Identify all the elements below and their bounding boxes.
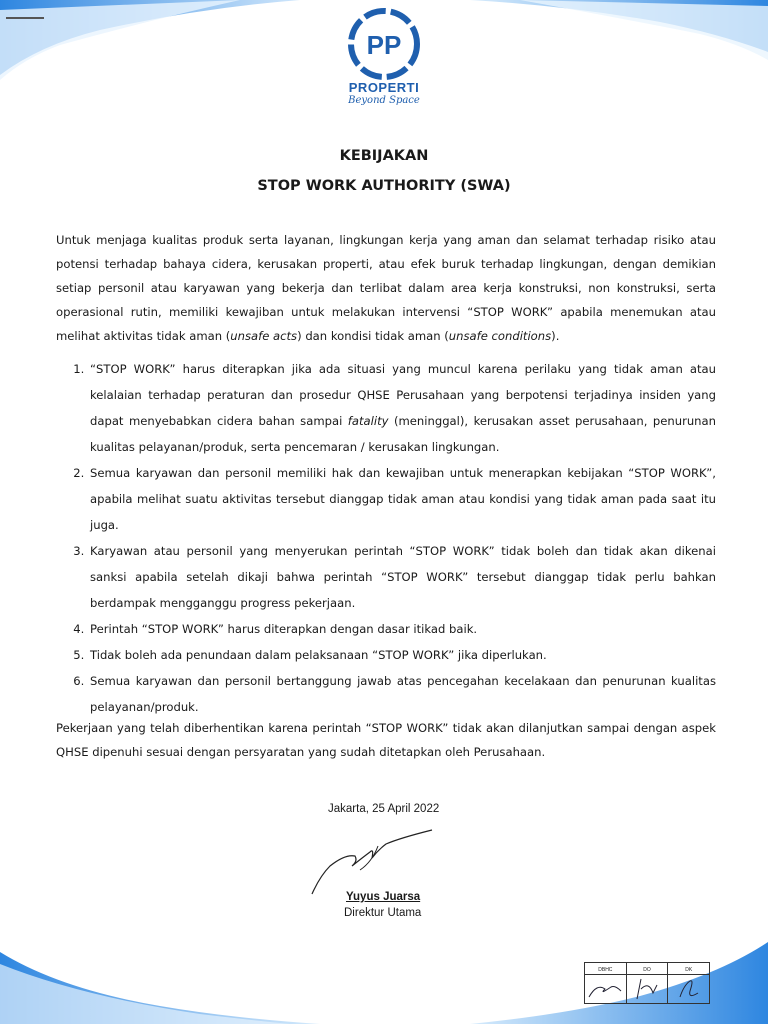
svg-text:PP: PP	[366, 30, 402, 60]
pp-logo-icon	[341, 4, 427, 82]
initial-icon	[668, 975, 708, 1001]
signatory-name: Yuyus Juarsa	[346, 891, 421, 903]
logo-name: PROPERTI	[348, 80, 420, 95]
company-logo	[0, 4, 768, 106]
signature-icon	[300, 826, 440, 896]
list-item: 1. “STOP WORK” harus diterapkan jika ada situasi yang muncul karena perilaku yang tidak aman atau kelalaian terhadap peraturan dan prosedur QHSE Perusahaan yang berpotensi terjadinya insiden yang dapat menyebabkan cidera bahan sampai fatality (meninggal), kerusakan asset perusahaan, penurunan kualitas pelayanan/produk, serta pencemaran / kerusakan lingkungan.	[88, 356, 716, 460]
policy-list	[56, 356, 716, 720]
list-item: 6. Semua karyawan dan personil bertanggung jawab atas pencegahan kecelakaan dan penurunan kualitas pelayanan/produk.	[88, 668, 716, 720]
initial-icon	[627, 975, 667, 1001]
place-date: Jakarta, 25 April 2022	[328, 803, 440, 815]
list-item: 2. Semua karyawan dan personil memiliki hak dan kewajiban untuk menerapkan kebijakan “STOP WORK”, apabila melihat suatu aktivitas tersebut dianggap tidak aman atau kondisi yang tidak aman pada saat itu juga.	[88, 460, 716, 538]
logo-tagline: Beyond Space	[348, 95, 420, 106]
approval-stamp	[584, 962, 710, 1004]
stamp-cell: DBHC	[585, 963, 627, 1003]
initial-icon	[585, 975, 625, 1001]
list-item: 4. Perintah “STOP WORK” harus diterapkan dengan dasar itikad baik.	[88, 616, 716, 642]
signatory-title: Direktur Utama	[344, 907, 422, 919]
document-subtitle: STOP WORK AUTHORITY (SWA)	[257, 178, 511, 194]
intro-paragraph: Untuk menjaga kualitas produk serta layanan, lingkungan kerja yang aman dan selamat terhadap risiko atau potensi terhadap bahaya cidera, kerusakan properti, atau efek buruk terhadap lingkungan, dengan demikian setiap personil atau karyawan yang bekerja dan terlibat dalam area kerja konstruksi, non konstruksi, serta operasional rutin, memiliki kewajiban untuk melakukan intervensi “STOP WORK” apabila menemukan atau melihat aktivitas tidak aman (unsafe acts) dan kondisi tidak aman (unsafe conditions).	[56, 233, 716, 343]
stamp-cell: DK	[668, 963, 709, 1003]
list-item: 5. Tidak boleh ada penundaan dalam pelaksanaan “STOP WORK” jika diperlukan.	[88, 642, 716, 668]
document-title: KEBIJAKAN	[339, 148, 429, 164]
stamp-cell: DO	[627, 963, 669, 1003]
closing-paragraph: Pekerjaan yang telah diberhentikan karena perintah “STOP WORK” tidak akan dilanjutkan sampai dengan aspek QHSE dipenuhi sesuai dengan persyaratan yang sudah ditetapkan oleh Perusahaan.	[56, 721, 716, 759]
list-item: 3. Karyawan atau personil yang menyerukan perintah “STOP WORK” tidak boleh dan tidak akan dikenai sanksi apabila setelah dikaji bahwa perintah “STOP WORK” tersebut dianggap tidak perlu bahkan berdampak mengganggu progress pekerjaan.	[88, 538, 716, 616]
